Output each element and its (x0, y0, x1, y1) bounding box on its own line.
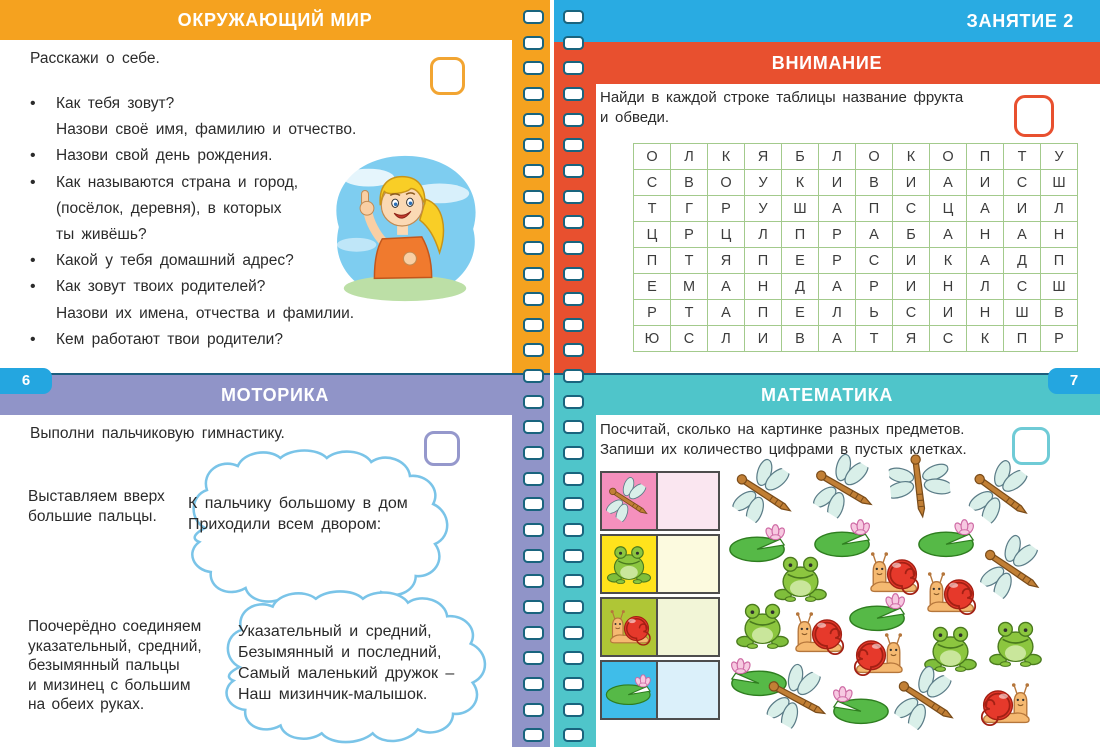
text-line: Самый маленький дружок – (238, 665, 455, 682)
letter-grid (633, 143, 1078, 352)
scene-snail (864, 550, 922, 595)
letter-cell[interactable]: Т (671, 300, 708, 326)
count-table (600, 471, 720, 720)
page-number-6-tab: 6 (0, 368, 52, 394)
letter-cell[interactable]: Т (1004, 144, 1041, 170)
binder-hole (563, 61, 584, 75)
text-line: Посчитай, сколько на картинке разных предметов. (600, 421, 965, 438)
letter-cell[interactable]: К (782, 170, 819, 196)
question-text: (посёлок, деревня), в которых (56, 199, 282, 217)
letter-cell[interactable]: А (930, 170, 967, 196)
bullet-dot: • (30, 278, 36, 296)
letter-cell[interactable]: У (745, 170, 782, 196)
letter-cell[interactable]: Л (819, 300, 856, 326)
scene-snail (789, 610, 847, 655)
letter-cell[interactable]: А (967, 248, 1004, 274)
scene-frog (735, 601, 790, 649)
letter-cell[interactable]: П (967, 144, 1004, 170)
binder-hole (563, 574, 584, 588)
letter-cell[interactable]: Р (819, 248, 856, 274)
letter-cell[interactable]: С (634, 170, 671, 196)
binder-hole (523, 446, 544, 460)
snail-icon (864, 550, 922, 595)
letter-cell[interactable]: С (930, 326, 967, 352)
letter-cell[interactable]: К (930, 248, 967, 274)
progress-checkbox-teal[interactable] (1012, 427, 1050, 465)
letter-cell[interactable]: А (708, 274, 745, 300)
binder-hole (563, 626, 584, 640)
vnimanie-section-title: ВНИМАНИЕ (771, 52, 883, 73)
letter-cell[interactable]: Ц (634, 222, 671, 248)
scene-dragonfly (965, 523, 1060, 615)
letter-cell[interactable]: А (819, 274, 856, 300)
snail-icon (978, 681, 1036, 726)
snail-icon (851, 631, 909, 676)
binder-hole (523, 728, 544, 742)
dragonfly-icon (965, 523, 1060, 615)
snail-icon (921, 570, 979, 615)
letter-cell[interactable]: А (1004, 222, 1041, 248)
binder-hole (563, 343, 584, 357)
binder-hole (523, 574, 544, 588)
question-text: Какой у тебя домашний адрес? (56, 252, 294, 270)
letter-cell[interactable]: С (893, 196, 930, 222)
binder-hole (523, 677, 544, 691)
binder-hole (563, 241, 584, 255)
letter-cell[interactable]: И (745, 326, 782, 352)
letter-cell[interactable]: И (893, 274, 930, 300)
letter-cell[interactable]: П (745, 248, 782, 274)
question-line (30, 226, 147, 244)
letter-cell[interactable]: П (1041, 248, 1078, 274)
binder-hole (523, 549, 544, 563)
question-text: Назови свой день рождения. (56, 147, 273, 165)
binder-hole (523, 190, 544, 204)
text-line: Запиши их количество цифрами в пустых клетках. (600, 441, 967, 458)
letter-cell[interactable]: А (967, 196, 1004, 222)
dragonfly-icon (887, 447, 953, 526)
matematika-section-title: МАТЕМАТИКА (760, 384, 894, 405)
binder-hole (523, 497, 544, 511)
rhyme-text-2 (238, 621, 454, 705)
binder-hole (523, 369, 544, 383)
girl-pointing-illustration (318, 148, 493, 306)
letter-cell[interactable]: Н (967, 300, 1004, 326)
letter-cell[interactable]: Ш (1004, 300, 1041, 326)
binder-hole (523, 36, 544, 50)
scene-dragonfly (887, 447, 953, 526)
vnimanie-task-text (600, 88, 963, 128)
answer-cell[interactable] (658, 534, 720, 594)
binder-hole (563, 369, 584, 383)
scene-frog (923, 624, 978, 672)
letter-cell[interactable]: Л (708, 326, 745, 352)
bullet-dot: • (30, 252, 36, 270)
binder-hole (563, 703, 584, 717)
letter-cell[interactable]: С (1004, 274, 1041, 300)
letter-cell[interactable]: П (745, 300, 782, 326)
letter-cell[interactable]: Ш (782, 196, 819, 222)
question-text: Как зовут твоих родителей? (56, 278, 266, 296)
binder-hole (563, 267, 584, 281)
question-line (30, 174, 298, 192)
binder-hole (563, 113, 584, 127)
instruction-2 (28, 617, 202, 715)
binder-hole (563, 164, 584, 178)
question-text: Назови их имена, отчества и фамилии. (56, 304, 355, 322)
letter-cell[interactable]: А (708, 300, 745, 326)
letter-cell[interactable]: С (893, 300, 930, 326)
letter-cell[interactable]: Н (1041, 222, 1078, 248)
binder-hole (563, 472, 584, 486)
letter-cell[interactable]: О (708, 170, 745, 196)
binder-hole (563, 10, 584, 24)
binder-hole (523, 241, 544, 255)
binder-hole (563, 651, 584, 665)
letter-cell[interactable]: С (1004, 170, 1041, 196)
motorika-intro-text: Выполни пальчиковую гимнастику. (30, 425, 285, 442)
letter-cell[interactable]: Б (782, 144, 819, 170)
snail-icon (789, 610, 847, 655)
letter-cell[interactable]: О (634, 144, 671, 170)
text-line: К пальчику большому в дом (188, 495, 408, 512)
letter-cell[interactable]: Я (708, 248, 745, 274)
question-text: Кем работают твои родители? (56, 330, 283, 348)
binder-hole (523, 113, 544, 127)
letter-cell[interactable]: Р (819, 222, 856, 248)
binder-hole (523, 703, 544, 717)
binder-hole (563, 549, 584, 563)
binder-hole (563, 318, 584, 332)
letter-cell[interactable]: Ш (1041, 170, 1078, 196)
lilypad-icon (604, 674, 654, 706)
text-line: на обеих руках. (28, 696, 145, 713)
lesson-header-bar (554, 0, 1100, 42)
rhyme-text-1 (188, 493, 408, 535)
bullet-dot: • (30, 95, 36, 112)
question-line (30, 305, 354, 323)
girl-pointing-icon (318, 148, 493, 306)
letter-cell[interactable]: У (745, 196, 782, 222)
letter-cell[interactable]: Я (893, 326, 930, 352)
progress-checkbox-orange[interactable] (430, 57, 465, 95)
letter-cell[interactable]: И (893, 248, 930, 274)
letter-cell[interactable]: С (856, 248, 893, 274)
question-text: Как называются страна и город, (56, 173, 299, 191)
letter-cell[interactable]: В (671, 170, 708, 196)
binder-hole (563, 446, 584, 460)
item-cell (600, 534, 658, 594)
text-line: Указательный и средний, (238, 623, 432, 640)
letter-cell[interactable]: Т (856, 326, 893, 352)
text-line: указательный, средний, (28, 637, 202, 655)
scene-lilypad (847, 593, 909, 632)
snail-icon (605, 608, 653, 646)
letter-cell[interactable]: В (782, 326, 819, 352)
letter-cell[interactable]: И (930, 300, 967, 326)
binder-hole (523, 87, 544, 101)
binder-holes-left (523, 0, 545, 747)
letter-cell[interactable]: А (819, 196, 856, 222)
letter-cell[interactable]: Ю (634, 326, 671, 352)
frog-icon (735, 601, 790, 649)
letter-cell[interactable]: Т (634, 196, 671, 222)
dragonfly-icon (596, 469, 663, 533)
letter-cell[interactable]: Н (967, 222, 1004, 248)
binder-hole (563, 600, 584, 614)
item-cell (600, 597, 658, 657)
letter-cell[interactable]: Л (671, 144, 708, 170)
vnimanie-header-band (554, 42, 1100, 84)
count-table-row (600, 471, 720, 531)
binder-hole (523, 395, 544, 409)
binder-hole (523, 61, 544, 75)
pond-scene (726, 462, 1096, 747)
count-table-row (600, 534, 720, 594)
binder-hole (523, 292, 544, 306)
letter-cell[interactable]: Л (745, 222, 782, 248)
text-line: большие пальцы. (28, 507, 157, 525)
item-cell (600, 660, 658, 720)
letter-cell[interactable]: М (671, 274, 708, 300)
lilypad-icon (916, 519, 978, 558)
question-line (30, 121, 356, 139)
letter-cell[interactable]: А (819, 326, 856, 352)
question-text: ты живёшь? (56, 226, 147, 243)
binder-hole (523, 600, 544, 614)
letter-cell[interactable]: А (856, 222, 893, 248)
text-line: Приходили всем двором: (188, 516, 382, 533)
about-intro-text: Расскажи о себе. (30, 50, 160, 67)
binder-hole (523, 523, 544, 537)
letter-cell[interactable]: Е (782, 248, 819, 274)
letter-cell[interactable]: Е (634, 274, 671, 300)
text-line: Наш мизинчик-малышок. (238, 686, 428, 703)
letter-cell[interactable]: И (1004, 196, 1041, 222)
letter-cell[interactable]: П (634, 248, 671, 274)
letter-cell[interactable]: В (1041, 300, 1078, 326)
letter-cell[interactable]: Р (708, 196, 745, 222)
letter-cell[interactable]: С (671, 326, 708, 352)
letter-cell[interactable]: П (856, 196, 893, 222)
binder-holes-right (563, 0, 585, 747)
text-line: и мизинец с большим (28, 676, 191, 694)
letter-cell[interactable]: О (856, 144, 893, 170)
binder-hole (563, 677, 584, 691)
binder-hole (563, 190, 584, 204)
letter-cell[interactable]: Ь (856, 300, 893, 326)
answer-cell[interactable] (658, 597, 720, 657)
letter-cell[interactable]: Р (1041, 326, 1078, 352)
letter-cell[interactable]: Б (893, 222, 930, 248)
scene-snail (978, 681, 1036, 726)
count-table-row (600, 597, 720, 657)
letter-cell[interactable]: Т (671, 248, 708, 274)
letter-cell[interactable]: Ш (1041, 274, 1078, 300)
binder-hole (523, 267, 544, 281)
letter-cell[interactable]: О (930, 144, 967, 170)
letter-cell[interactable]: П (1004, 326, 1041, 352)
letter-cell[interactable]: Ц (708, 222, 745, 248)
letter-cell[interactable]: Д (1004, 248, 1041, 274)
letter-cell[interactable]: И (819, 170, 856, 196)
scene-snail (921, 570, 979, 615)
binder-hole (563, 87, 584, 101)
bullet-dot: • (30, 330, 36, 348)
question-line (30, 147, 272, 165)
letter-cell[interactable]: К (893, 144, 930, 170)
question-line (30, 278, 265, 296)
letter-cell[interactable]: Л (967, 274, 1004, 300)
lesson-label: ЗАНЯТИЕ 2 (966, 10, 1074, 31)
binder-hole (523, 318, 544, 332)
question-line (30, 252, 294, 270)
letter-cell[interactable]: А (930, 222, 967, 248)
question-line (30, 95, 174, 113)
letter-cell[interactable]: И (967, 170, 1004, 196)
scene-lilypad (916, 519, 978, 558)
lilypad-icon (847, 593, 909, 632)
binder-hole (563, 36, 584, 50)
letter-cell[interactable]: Л (1041, 196, 1078, 222)
letter-cell[interactable]: Г (671, 196, 708, 222)
binder-hole (523, 651, 544, 665)
scene-frog (988, 619, 1043, 667)
letter-cell[interactable]: К (708, 144, 745, 170)
letter-cell[interactable]: Р (634, 300, 671, 326)
binder-hole (563, 138, 584, 152)
letter-cell[interactable]: К (967, 326, 1004, 352)
binder-hole (523, 343, 544, 357)
letter-cell[interactable]: Р (856, 274, 893, 300)
binder-hole (563, 728, 584, 742)
text-line: Безымянный и последний, (238, 644, 442, 661)
scene-frog (773, 554, 828, 602)
binder-hole (523, 215, 544, 229)
binder-hole (523, 164, 544, 178)
answer-cell[interactable] (658, 660, 720, 720)
frog-icon (773, 554, 828, 602)
bullet-dot: • (30, 147, 36, 165)
letter-cell[interactable]: Я (745, 144, 782, 170)
binder-hole (523, 472, 544, 486)
count-table-row (600, 660, 720, 720)
text-line: Выставляем вверх (28, 488, 165, 505)
left-page-header-bar (0, 0, 550, 40)
letter-cell[interactable]: И (893, 170, 930, 196)
text-line: безымянный пальцы (28, 657, 180, 674)
instruction-1 (28, 487, 165, 526)
question-line (30, 200, 281, 218)
question-text: Как тебя зовут? (56, 95, 175, 112)
binder-hole (523, 10, 544, 24)
item-cell (600, 471, 658, 531)
binder-hole (523, 626, 544, 640)
letter-cell[interactable]: У (1041, 144, 1078, 170)
binder-hole (563, 215, 584, 229)
progress-checkbox-red[interactable] (1014, 95, 1054, 137)
letter-cell[interactable]: Н (930, 274, 967, 300)
letter-cell[interactable]: Л (819, 144, 856, 170)
text-line: Найди в каждой строке таблицы название фрукта (600, 89, 964, 106)
binder-hole (563, 395, 584, 409)
page-number-7-tab: 7 (1048, 368, 1100, 394)
letter-cell[interactable]: Н (745, 274, 782, 300)
motorika-section-title: МОТОРИКА (220, 384, 330, 405)
binder-hole (563, 497, 584, 511)
binder-hole (563, 523, 584, 537)
left-top-section-title: ОКРУЖАЮЩИЙ МИР (177, 9, 373, 30)
frog-icon (606, 544, 652, 584)
frog-icon (988, 619, 1043, 667)
scene-snail (851, 631, 909, 676)
bullet-dot: • (30, 173, 36, 191)
letter-cell[interactable]: Ц (930, 196, 967, 222)
binder-hole (563, 420, 584, 434)
question-line (30, 331, 283, 349)
text-line: и обведи. (600, 109, 670, 126)
letter-cell[interactable]: Р (671, 222, 708, 248)
binder-hole (523, 420, 544, 434)
text-line: Поочерёдно соединяем (28, 618, 202, 635)
binder-hole (563, 292, 584, 306)
answer-cell[interactable] (658, 471, 720, 531)
frog-icon (923, 624, 978, 672)
letter-cell[interactable]: П (782, 222, 819, 248)
binder-hole (523, 138, 544, 152)
letter-cell[interactable]: В (856, 170, 893, 196)
letter-cell[interactable]: Д (782, 274, 819, 300)
motorika-header-band (0, 373, 550, 415)
matematika-header-band (554, 373, 1100, 415)
letter-cell[interactable]: Е (782, 300, 819, 326)
question-text: Назови своё имя, фамилию и отчество. (56, 121, 357, 139)
